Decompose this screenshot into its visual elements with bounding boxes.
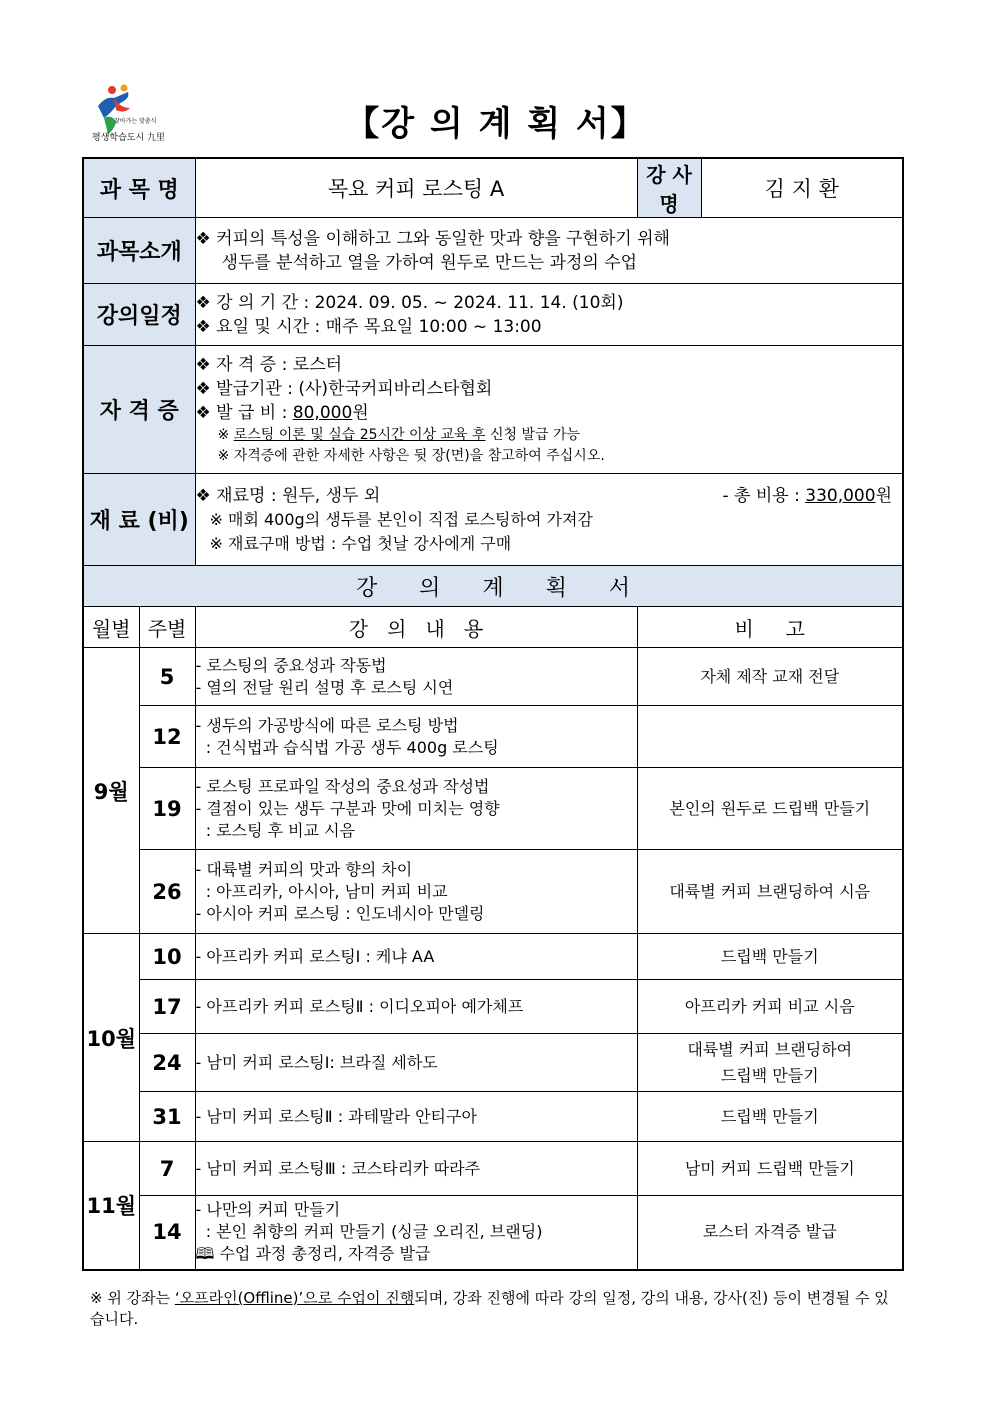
schedule-label: 강의일정 xyxy=(83,284,195,346)
week-content: - 남미 커피 로스팅Ⅰ: 브라질 세하도 xyxy=(195,1034,637,1092)
week-day: 31 xyxy=(139,1092,195,1142)
week-day: 24 xyxy=(139,1034,195,1092)
content-line: 🕮 수업 과정 총정리, 자격증 발급 xyxy=(195,1244,431,1264)
col-week-header: 주별 xyxy=(139,607,195,648)
material-cost xyxy=(723,484,893,508)
content-line: - 생두의 가공방식에 따른 로스팅 방법 xyxy=(195,715,459,735)
footnote xyxy=(90,1288,900,1330)
content-line: : 아프리카, 아시아, 남미 커피 비교 xyxy=(195,881,448,901)
material-cost-suffix: 원 xyxy=(875,485,893,506)
content-line: - 대륙별 커피의 맛과 향의 차이 xyxy=(195,859,413,879)
week-day: 19 xyxy=(139,768,195,850)
week-content xyxy=(195,1196,637,1270)
week-content xyxy=(195,706,637,768)
week-content xyxy=(195,768,637,850)
material-note-1: ※ 매회 400g의 생두를 본인이 직접 로스팅하여 가져감 xyxy=(209,509,593,529)
week-content: - 남미 커피 로스팅Ⅱ : 과테말라 안티구아 xyxy=(195,1092,637,1142)
material-row xyxy=(196,484,903,508)
content-line: - 로스팅의 중요성과 작동법 xyxy=(195,655,387,675)
plan-band-title: 강 의 계 획 서 xyxy=(83,566,903,607)
content-line: - 아시아 커피 로스팅 : 인도네시아 만델링 xyxy=(195,903,485,923)
week-remark: 로스터 자격증 발급 xyxy=(637,1196,903,1270)
week-content xyxy=(195,648,637,706)
instructor-label: 강 사 명 xyxy=(637,158,701,218)
intro-line: ❖ 커피의 특성을 이해하고 그와 동일한 맛과 향을 구현하기 위해 xyxy=(195,228,670,249)
cert-note-2: ※ 자격증에 관한 자세한 사항은 뒷 장(면)을 참고하여 주십시오. xyxy=(217,447,605,464)
week-remark: 아프리카 커피 비교 시음 xyxy=(637,980,903,1034)
subject-label: 과 목 명 xyxy=(83,158,195,218)
intro-label: 과목소개 xyxy=(83,218,195,284)
cert-name: ❖ 자 격 증 : 로스터 xyxy=(195,354,343,375)
week-content: - 남미 커피 로스팅Ⅲ : 코스타리카 따라주 xyxy=(195,1142,637,1196)
content-line: : 건식법과 습식법 가공 생두 400g 로스팅 xyxy=(195,737,499,757)
footnote-underlined: ‘오프라인(Offline)’으로 수업이 진행 xyxy=(174,1289,415,1307)
cert-fee-prefix: ❖ 발 급 비 : xyxy=(195,402,293,423)
cert-issuer: ❖ 발급기관 : (사)한국커피바리스타협회 xyxy=(195,378,493,399)
schedule-text xyxy=(195,284,903,346)
week-remark: 드립백 만들기 xyxy=(637,934,903,980)
week-content xyxy=(195,850,637,934)
week-day: 14 xyxy=(139,1196,195,1270)
material-label: 재 료 (비) xyxy=(83,474,195,566)
week-day: 7 xyxy=(139,1142,195,1196)
content-line: : 로스팅 후 비교 시음 xyxy=(195,820,356,840)
week-remark: 드립백 만들기 xyxy=(637,1092,903,1142)
cert-label: 자 격 증 xyxy=(83,346,195,474)
col-remark-header: 비 고 xyxy=(637,607,903,648)
week-remark: 남미 커피 드립백 만들기 xyxy=(637,1142,903,1196)
week-remark: 대륙별 커피 브랜딩하여 시음 xyxy=(637,850,903,934)
month-sep: 9월 xyxy=(83,648,139,934)
week-day: 5 xyxy=(139,648,195,706)
col-month-header: 월별 xyxy=(83,607,139,648)
logo-name: 평생학습도시 九里 xyxy=(92,133,166,143)
content-line: : 본인 취향의 커피 만들기 (싱글 오리진, 브랜딩) xyxy=(195,1222,543,1242)
intro-text xyxy=(195,218,903,284)
week-remark xyxy=(637,706,903,768)
week-day: 12 xyxy=(139,706,195,768)
schedule-time: ❖ 요일 및 시간 : 매주 목요일 10:00 ~ 13:00 xyxy=(195,316,542,337)
material-text xyxy=(195,474,903,566)
cert-note-1-prefix: ※ xyxy=(217,426,234,443)
week-day: 10 xyxy=(139,934,195,980)
cert-note-1-underlined: 로스팅 이론 및 실습 25시간 이상 교육 후 xyxy=(233,426,486,443)
lecture-plan-table xyxy=(82,157,904,1271)
cert-fee-value: 80,000 xyxy=(292,402,353,423)
month-oct: 10월 xyxy=(83,934,139,1142)
cert-text xyxy=(195,346,903,474)
week-day: 17 xyxy=(139,980,195,1034)
week-content: - 아프리카 커피 로스팅Ⅱ : 이디오피아 예가체프 xyxy=(195,980,637,1034)
week-remark: 대륙별 커피 브랜딩하여 드립백 만들기 xyxy=(637,1034,903,1092)
material-cost-value: 330,000 xyxy=(805,485,876,506)
intro-line: 생두를 분석하고 열을 가하여 원두로 만드는 과정의 수업 xyxy=(221,252,638,273)
material-note-2: ※ 재료구매 방법 : 수업 첫날 강사에게 구매 xyxy=(209,533,512,553)
week-day: 26 xyxy=(139,850,195,934)
content-line: - 로스팅 프로파일 작성의 중요성과 작성법 xyxy=(195,776,490,796)
col-content-header: 강 의 내 용 xyxy=(195,607,637,648)
subject-value: 목요 커피 로스팅 A xyxy=(195,158,637,218)
schedule-period: ❖ 강 의 기 간 : 2024. 09. 05. ~ 2024. 11. 14. (10회) xyxy=(195,292,624,313)
content-line: - 열의 전달 원리 설명 후 로스팅 시연 xyxy=(195,677,454,697)
week-content: - 아프리카 커피 로스팅Ⅰ : 케냐 AA xyxy=(195,934,637,980)
material-name: ❖ 재료명 : 원두, 생두 외 xyxy=(195,485,381,506)
content-line: - 나만의 커피 만들기 xyxy=(195,1200,341,1220)
week-remark: 본인의 원두로 드립백 만들기 xyxy=(637,768,903,850)
cert-note-1 xyxy=(196,425,903,446)
cert-fee xyxy=(196,401,903,425)
footnote-prefix: ※ 위 강좌는 xyxy=(90,1289,175,1307)
cert-fee-suffix: 원 xyxy=(352,402,369,423)
material-cost-prefix: - 총 비용 : xyxy=(722,485,806,506)
week-remark: 자체 제작 교재 전달 xyxy=(637,648,903,706)
instructor-value: 김 지 환 xyxy=(701,158,903,218)
footnote-suffix: 되며, 강좌 진행에 따라 강의 일정, 강의 내용, 강사(진) 등이 변경될 수 있습니다. xyxy=(90,1289,889,1328)
logo-tagline: 찾아가는 맞춤식 xyxy=(114,118,157,125)
content-line: - 결점이 있는 생두 구분과 맛에 미치는 영향 xyxy=(195,798,500,818)
month-nov: 11월 xyxy=(83,1142,139,1270)
cert-note-1-suffix: 신청 발급 가능 xyxy=(485,426,581,443)
document-title: 【강 의 계 획 서】 xyxy=(345,104,647,144)
